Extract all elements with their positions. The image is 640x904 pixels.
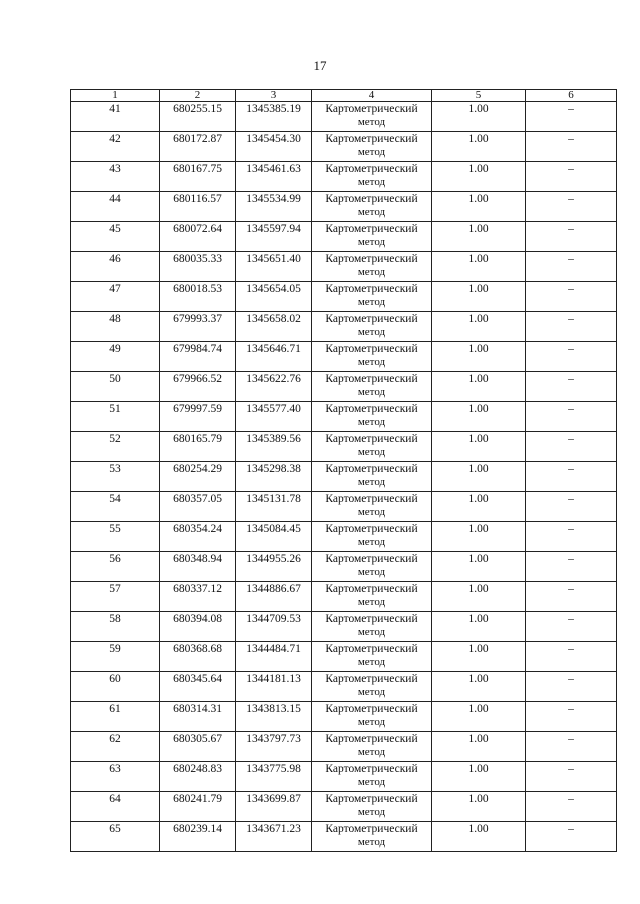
- point-number-cell: 44: [71, 192, 160, 222]
- note-cell: –: [526, 222, 617, 252]
- x-coordinate-cell: 680116.57: [160, 192, 236, 222]
- table-row: [71, 222, 617, 252]
- y-coordinate-cell: 1345651.40: [236, 252, 312, 282]
- accuracy-cell: 1.00: [432, 492, 526, 522]
- table-row: [71, 582, 617, 612]
- method-cell: [312, 222, 432, 252]
- accuracy-cell: 1.00: [432, 372, 526, 402]
- method-line2: метод: [357, 596, 386, 608]
- table-row: [71, 552, 617, 582]
- x-coordinate-cell: 680072.64: [160, 222, 236, 252]
- x-coordinate-cell: 680255.15: [160, 102, 236, 132]
- y-coordinate-cell: 1345084.45: [236, 522, 312, 552]
- note-cell: –: [526, 252, 617, 282]
- table-row: [71, 762, 617, 792]
- y-coordinate-cell: 1345389.56: [236, 432, 312, 462]
- table-body: [71, 102, 617, 852]
- accuracy-cell: 1.00: [432, 192, 526, 222]
- accuracy-cell: 1.00: [432, 222, 526, 252]
- point-number-cell: 53: [71, 462, 160, 492]
- note-cell: –: [526, 672, 617, 702]
- accuracy-cell: 1.00: [432, 792, 526, 822]
- point-number-cell: 62: [71, 732, 160, 762]
- x-coordinate-cell: 680305.67: [160, 732, 236, 762]
- method-cell: [312, 102, 432, 132]
- method-cell: [312, 282, 432, 312]
- point-number-cell: 47: [71, 282, 160, 312]
- method-cell: [312, 432, 432, 462]
- method-cell: [312, 732, 432, 762]
- method-line1: Картометрический: [325, 553, 418, 565]
- column-header: 5: [432, 90, 526, 102]
- method-cell: [312, 312, 432, 342]
- note-cell: –: [526, 162, 617, 192]
- method-line2: метод: [357, 356, 386, 368]
- table-row: [71, 312, 617, 342]
- method-line1: Картометрический: [325, 163, 418, 175]
- accuracy-cell: 1.00: [432, 162, 526, 192]
- y-coordinate-cell: 1344709.53: [236, 612, 312, 642]
- y-coordinate-cell: 1345385.19: [236, 102, 312, 132]
- column-header: 6: [526, 90, 617, 102]
- method-line2: метод: [357, 206, 386, 218]
- method-line1: Картометрический: [325, 733, 418, 745]
- note-cell: –: [526, 102, 617, 132]
- method-cell: [312, 792, 432, 822]
- point-number-cell: 54: [71, 492, 160, 522]
- y-coordinate-cell: 1345597.94: [236, 222, 312, 252]
- point-number-cell: 58: [71, 612, 160, 642]
- method-line2: метод: [357, 536, 386, 548]
- accuracy-cell: 1.00: [432, 672, 526, 702]
- method-line2: метод: [357, 386, 386, 398]
- y-coordinate-cell: 1344886.67: [236, 582, 312, 612]
- method-line2: метод: [357, 476, 386, 488]
- table-header-row: [71, 90, 617, 102]
- accuracy-cell: 1.00: [432, 312, 526, 342]
- accuracy-cell: 1.00: [432, 342, 526, 372]
- note-cell: –: [526, 132, 617, 162]
- y-coordinate-cell: 1345577.40: [236, 402, 312, 432]
- method-line2: метод: [357, 656, 386, 668]
- column-header: 4: [312, 90, 432, 102]
- y-coordinate-cell: 1345298.38: [236, 462, 312, 492]
- method-line1: Картометрический: [325, 613, 418, 625]
- note-cell: –: [526, 192, 617, 222]
- method-line1: Картометрический: [325, 283, 418, 295]
- note-cell: –: [526, 492, 617, 522]
- method-line1: Картометрический: [325, 763, 418, 775]
- accuracy-cell: 1.00: [432, 762, 526, 792]
- method-line1: Картометрический: [325, 703, 418, 715]
- method-cell: [312, 342, 432, 372]
- accuracy-cell: 1.00: [432, 822, 526, 852]
- point-number-cell: 48: [71, 312, 160, 342]
- y-coordinate-cell: 1344181.13: [236, 672, 312, 702]
- method-line2: метод: [357, 326, 386, 338]
- method-line1: Картометрический: [325, 193, 418, 205]
- x-coordinate-cell: 680368.68: [160, 642, 236, 672]
- table-row: [71, 702, 617, 732]
- method-line1: Картометрический: [325, 133, 418, 145]
- point-number-cell: 43: [71, 162, 160, 192]
- method-line2: метод: [357, 626, 386, 638]
- column-header: 1: [71, 90, 160, 102]
- point-number-cell: 57: [71, 582, 160, 612]
- y-coordinate-cell: 1344484.71: [236, 642, 312, 672]
- note-cell: –: [526, 582, 617, 612]
- y-coordinate-cell: 1343775.98: [236, 762, 312, 792]
- note-cell: –: [526, 822, 617, 852]
- method-line2: метод: [357, 146, 386, 158]
- note-cell: –: [526, 432, 617, 462]
- accuracy-cell: 1.00: [432, 522, 526, 552]
- note-cell: –: [526, 642, 617, 672]
- y-coordinate-cell: 1345131.78: [236, 492, 312, 522]
- x-coordinate-cell: 680337.12: [160, 582, 236, 612]
- method-cell: [312, 462, 432, 492]
- point-number-cell: 61: [71, 702, 160, 732]
- accuracy-cell: 1.00: [432, 702, 526, 732]
- point-number-cell: 63: [71, 762, 160, 792]
- accuracy-cell: 1.00: [432, 612, 526, 642]
- x-coordinate-cell: 680354.24: [160, 522, 236, 552]
- accuracy-cell: 1.00: [432, 252, 526, 282]
- method-cell: [312, 372, 432, 402]
- point-number-cell: 64: [71, 792, 160, 822]
- point-number-cell: 60: [71, 672, 160, 702]
- point-number-cell: 52: [71, 432, 160, 462]
- method-line1: Картометрический: [325, 583, 418, 595]
- method-line2: метод: [357, 296, 386, 308]
- x-coordinate-cell: 680018.53: [160, 282, 236, 312]
- method-line2: метод: [357, 806, 386, 818]
- method-line2: метод: [357, 446, 386, 458]
- x-coordinate-cell: 679966.52: [160, 372, 236, 402]
- table-row: [71, 612, 617, 642]
- note-cell: –: [526, 792, 617, 822]
- point-number-cell: 56: [71, 552, 160, 582]
- method-line1: Картометрический: [325, 223, 418, 235]
- method-line2: метод: [357, 416, 386, 428]
- method-line2: метод: [357, 176, 386, 188]
- coordinates-table: [70, 89, 617, 852]
- method-line2: метод: [357, 116, 386, 128]
- note-cell: –: [526, 612, 617, 642]
- table-row: [71, 132, 617, 162]
- method-line2: метод: [357, 566, 386, 578]
- y-coordinate-cell: 1345454.30: [236, 132, 312, 162]
- note-cell: –: [526, 732, 617, 762]
- column-header: 3: [236, 90, 312, 102]
- point-number-cell: 55: [71, 522, 160, 552]
- method-cell: [312, 162, 432, 192]
- page-number: 17: [313, 58, 327, 73]
- point-number-cell: 59: [71, 642, 160, 672]
- method-line2: метод: [357, 236, 386, 248]
- table-row: [71, 432, 617, 462]
- method-cell: [312, 192, 432, 222]
- table-row: [71, 492, 617, 522]
- method-line2: метод: [357, 506, 386, 518]
- method-cell: [312, 822, 432, 852]
- method-cell: [312, 252, 432, 282]
- y-coordinate-cell: 1343699.87: [236, 792, 312, 822]
- table-row: [71, 792, 617, 822]
- method-cell: [312, 612, 432, 642]
- method-line1: Картометрический: [325, 433, 418, 445]
- note-cell: –: [526, 552, 617, 582]
- table-row: [71, 462, 617, 492]
- y-coordinate-cell: 1345461.63: [236, 162, 312, 192]
- note-cell: –: [526, 342, 617, 372]
- table-row: [71, 162, 617, 192]
- method-line1: Картометрический: [325, 253, 418, 265]
- method-line1: Картометрический: [325, 103, 418, 115]
- method-line1: Картометрический: [325, 823, 418, 835]
- method-line1: Картометрический: [325, 673, 418, 685]
- method-cell: [312, 402, 432, 432]
- accuracy-cell: 1.00: [432, 102, 526, 132]
- method-cell: [312, 762, 432, 792]
- x-coordinate-cell: 680348.94: [160, 552, 236, 582]
- accuracy-cell: 1.00: [432, 732, 526, 762]
- accuracy-cell: 1.00: [432, 462, 526, 492]
- method-line2: метод: [357, 836, 386, 848]
- method-line2: метод: [357, 776, 386, 788]
- note-cell: –: [526, 312, 617, 342]
- table-row: [71, 342, 617, 372]
- table-row: [71, 192, 617, 222]
- point-number-cell: 42: [71, 132, 160, 162]
- method-line1: Картометрический: [325, 463, 418, 475]
- method-cell: [312, 522, 432, 552]
- method-line1: Картометрический: [325, 523, 418, 535]
- point-number-cell: 51: [71, 402, 160, 432]
- x-coordinate-cell: 680314.31: [160, 702, 236, 732]
- table-row: [71, 282, 617, 312]
- x-coordinate-cell: 679997.59: [160, 402, 236, 432]
- method-cell: [312, 702, 432, 732]
- x-coordinate-cell: 680035.33: [160, 252, 236, 282]
- method-line1: Картометрический: [325, 373, 418, 385]
- method-cell: [312, 672, 432, 702]
- y-coordinate-cell: 1345646.71: [236, 342, 312, 372]
- y-coordinate-cell: 1343813.15: [236, 702, 312, 732]
- x-coordinate-cell: 680241.79: [160, 792, 236, 822]
- method-line1: Картометрический: [325, 793, 418, 805]
- note-cell: –: [526, 522, 617, 552]
- method-cell: [312, 582, 432, 612]
- point-number-cell: 50: [71, 372, 160, 402]
- x-coordinate-cell: 680248.83: [160, 762, 236, 792]
- point-number-cell: 46: [71, 252, 160, 282]
- accuracy-cell: 1.00: [432, 552, 526, 582]
- y-coordinate-cell: 1345622.76: [236, 372, 312, 402]
- point-number-cell: 41: [71, 102, 160, 132]
- method-line2: метод: [357, 716, 386, 728]
- method-line1: Картометрический: [325, 313, 418, 325]
- method-cell: [312, 132, 432, 162]
- y-coordinate-cell: 1345654.05: [236, 282, 312, 312]
- point-number-cell: 49: [71, 342, 160, 372]
- x-coordinate-cell: 680167.75: [160, 162, 236, 192]
- x-coordinate-cell: 680239.14: [160, 822, 236, 852]
- table-row: [71, 402, 617, 432]
- method-line1: Картометрический: [325, 643, 418, 655]
- note-cell: –: [526, 762, 617, 792]
- accuracy-cell: 1.00: [432, 432, 526, 462]
- y-coordinate-cell: 1345534.99: [236, 192, 312, 222]
- method-line2: метод: [357, 746, 386, 758]
- x-coordinate-cell: 680254.29: [160, 462, 236, 492]
- table-row: [71, 822, 617, 852]
- table-row: [71, 522, 617, 552]
- point-number-cell: 45: [71, 222, 160, 252]
- method-line1: Картометрический: [325, 343, 418, 355]
- accuracy-cell: 1.00: [432, 132, 526, 162]
- method-cell: [312, 552, 432, 582]
- x-coordinate-cell: 679984.74: [160, 342, 236, 372]
- x-coordinate-cell: 679993.37: [160, 312, 236, 342]
- y-coordinate-cell: 1343797.73: [236, 732, 312, 762]
- accuracy-cell: 1.00: [432, 582, 526, 612]
- table-row: [71, 252, 617, 282]
- note-cell: –: [526, 372, 617, 402]
- column-header: 2: [160, 90, 236, 102]
- table-row: [71, 732, 617, 762]
- method-line2: метод: [357, 266, 386, 278]
- accuracy-cell: 1.00: [432, 282, 526, 312]
- x-coordinate-cell: 680345.64: [160, 672, 236, 702]
- x-coordinate-cell: 680165.79: [160, 432, 236, 462]
- note-cell: –: [526, 702, 617, 732]
- method-cell: [312, 492, 432, 522]
- method-line1: Картометрический: [325, 403, 418, 415]
- y-coordinate-cell: 1343671.23: [236, 822, 312, 852]
- table-row: [71, 102, 617, 132]
- note-cell: –: [526, 462, 617, 492]
- table-row: [71, 642, 617, 672]
- method-line2: метод: [357, 686, 386, 698]
- note-cell: –: [526, 402, 617, 432]
- y-coordinate-cell: 1344955.26: [236, 552, 312, 582]
- accuracy-cell: 1.00: [432, 402, 526, 432]
- x-coordinate-cell: 680394.08: [160, 612, 236, 642]
- method-line1: Картометрический: [325, 493, 418, 505]
- point-number-cell: 65: [71, 822, 160, 852]
- method-cell: [312, 642, 432, 672]
- note-cell: –: [526, 282, 617, 312]
- x-coordinate-cell: 680357.05: [160, 492, 236, 522]
- table-row: [71, 372, 617, 402]
- accuracy-cell: 1.00: [432, 642, 526, 672]
- x-coordinate-cell: 680172.87: [160, 132, 236, 162]
- y-coordinate-cell: 1345658.02: [236, 312, 312, 342]
- table-row: [71, 672, 617, 702]
